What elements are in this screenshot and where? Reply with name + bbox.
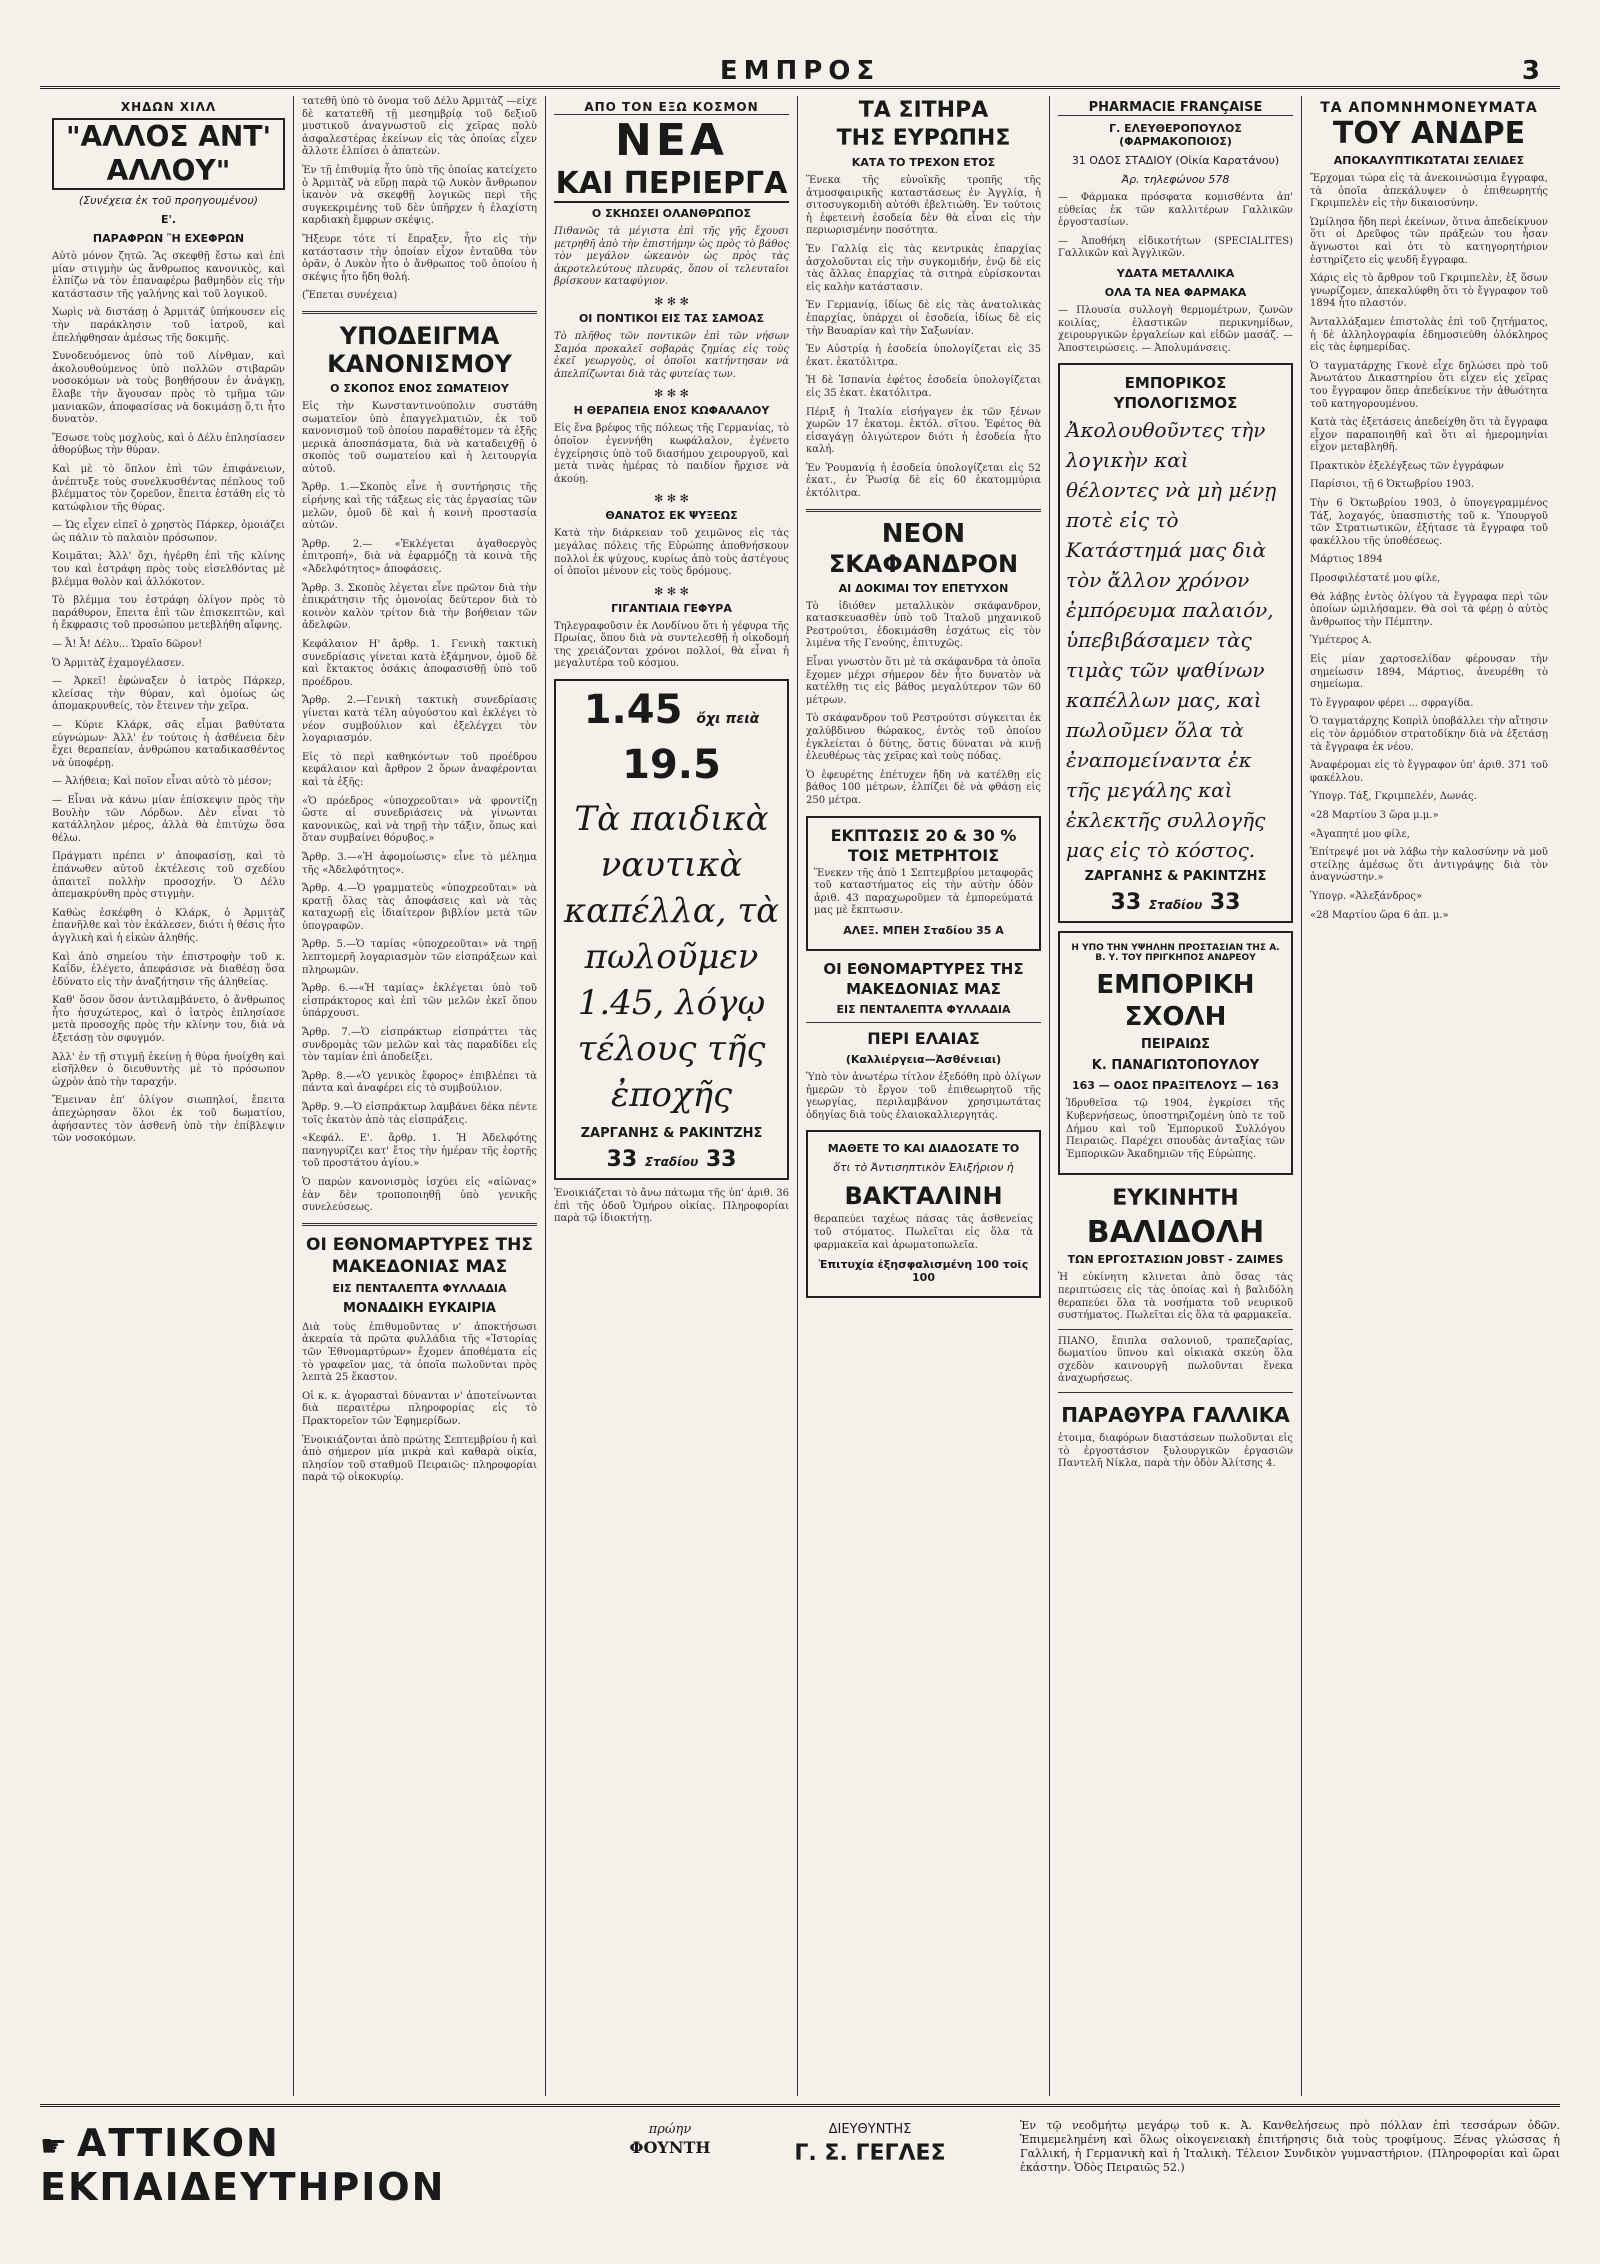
divider (1058, 1392, 1293, 1393)
paragraph: Ἄρθρ. 2.—Γενικὴ τακτικὴ συνεδρίασις γίνεται κατὰ τέλη αὐγούστου καὶ ἐκλέγει τὸ νέον συμβούλιον καὶ ἐξελέγχει τὸν λογαριασμόν. (302, 695, 537, 745)
piano-ad: ΠΙΑΝΟ, ἔπιπλα σαλονιοῦ, τραπεζαρίας, δωματίου ὕπνου καὶ οἰκιακὰ σκεύη ὅλα σχεδὸν καινουργῆ πωλοῦνται ἕνεκα ἀναχωρήσεως. (1058, 1335, 1293, 1385)
pharmacy-phone: Ἀρ. τηλεφώνου 578 (1121, 173, 1230, 186)
paragraph: Εἶναι γνωστὸν ὅτι μὲ τὰ σκάφανδρα τὰ ὁποῖα ἔχομεν μέχρι σήμερον δὲν ἦτο δυνατὸν νὰ κατέλθῃ τις εἰς βάθος μεγαλύτερον τῶν 60 μέτρων. (806, 657, 1041, 706)
school-director: Κ. ΠΑΝΑΓΙΩΤΟΠΟΥΛΟΥ (1091, 1058, 1260, 1074)
columns (44, 96, 1556, 2096)
discount-title: ΕΚΠΤΩΣΙΣ 20 & 30 % ΤΟΙΣ ΜΕΤΡΗΤΟΙΣ (830, 825, 1017, 865)
calc-text: Ἀκολουθοῦντες τὴν λογικὴν καὶ θέλοντες νὰ μὴ μένῃ ποτὲ εἰς τὸ Κατάστημά μας διὰ τὸν ἄλλον χρόνον ἐμπόρευμα παλαιόν, ὑπεβιβάσαμεν τὰς τιμὰς τῶν ψαθίνων καπέλλων μας, καὶ πωλοῦμεν ὅλα τὰ ἐναπομείναντα ἐκ τῆς μεγάλης καὶ ἐκλεκτῆς συλλογῆς μας εἰς τὸ κόστος. (1066, 418, 1277, 863)
paragraph: Ἔμειναν ἐπ' ὀλίγον σιωπηλοί, ἔπειτα ἀπεχώρησαν ὅλοι ἐκ τοῦ δωματίου, ἀφήσαντες τὸν ἀσθενῆ ὑπὸ τὴν ἐπίβλεψιν τῶν νοσοκόμων. (52, 1095, 285, 1145)
paragraph: Ἐν Ῥουμανίᾳ ἡ ἐσοδεία ὑπολογίζεται εἰς 52 ἑκατ., ἐν Ῥωσίᾳ δὲ εἰς 60 ἑκατομμύρια ἑκτόλιτρα. (806, 462, 1041, 500)
discount-text: Ἕνεκεν τῆς ἀπὸ 1 Σεπτεμβρίου μεταφορᾶς τοῦ καταστήματος εἰς τὴν αὐτὴν ὁδὸν ἀριθ. 43 παραχωροῦμεν τὰ ἐμπορεύματά μας μὲ ἔκπτωσιν. (814, 867, 1033, 917)
school-city: ΠΕΙΡΑΙΩΣ (1141, 1037, 1210, 1053)
paragraph: Ἄρθρ. 2.— «Ἐκλέγεται ἀγαθοεργὸς ἐπιτροπή», διὰ νὰ ἐφαρμόζῃ τὰ κοινὰ τῆς «Ἀδελφότητος» ἀποφάσεις. (302, 538, 537, 576)
paragraph: Ἕνεκα τῆς εὐνοϊκῆς τροπῆς τῆς ἀτμοσφαιρικῆς καταστάσεως ἐν Ἀγγλίᾳ, ἡ σιτοσυγκομιδὴ αὐτόθι ἐβελτιώθη. Ἐν τούτοις ἡ ἐφετεινὴ ἐσοδεία δὲν θὰ εἶναι εἰς τὴν περιωρισμένην ποσότητα. (806, 175, 1041, 237)
pharmacy-name: PHARMACIE FRANÇAISE (1058, 100, 1293, 116)
rules-body (302, 401, 537, 1215)
martyrs-ad-title: ΟΙ ΕΘΝΟΜΑΡΤΥΡΕΣ ΤΗΣ ΜΑΚΕΔΟΝΙΑΣ ΜΑΣ (823, 959, 1024, 998)
paragraph: Ἡ δὲ Ἰσπανία ἐφέτος ἐσοδεία ὑπολογίζεται εἰς 35 ἑκατ. ἑκατόλιτρα. (806, 375, 1041, 399)
valydol-name: ΒΑΛΙΔΟΛΗ (1086, 1215, 1265, 1251)
paragraph: Προσφιλέστατέ μου φίλε, (1310, 573, 1441, 585)
paragraph: Ἄρθρ. 3.—«Ἡ ἀφομοίωσις» εἶνε τὸ μέλημα τῆς «Ἀδελφότητος». (302, 851, 537, 876)
valydol-maker: ΤΩΝ ΕΡΓΟΣΤΑΣΙΩΝ JOBST - ZAIMES (1067, 1253, 1284, 1267)
school-patron: Η ΥΠΟ ΤΗΝ ΥΨΗΛΗΝ ΠΡΟΣΤΑΣΙΑΝ ΤΗΣ Α. Β. Υ. ΤΟΥ ΠΡΙΓΚΗΠΟΣ ΑΝΔΡΕΟΥ (1071, 943, 1280, 964)
paragraph: Τὸ σκάφανδρον τοῦ Ρεστρούτσι σύγκειται ἐκ χαλύβδινου θώρακος, ἐντὸς τοῦ ὁποίου ἐγκλείεται ὁ δύτης, ὅστις δύναται νὰ κινῇ ἐλευθέρως τὰς χεῖρας καὶ τοὺς πόδας. (806, 713, 1041, 763)
martyrs-ad-body (302, 1322, 537, 1485)
paragraph: Καὶ μὲ τὸ ὅπλον ἐπὶ τῶν ἐπιφάνειων, ἀνέπτυξε τοὺς συνελκυσθέντας πέπλους τοῦ βλέμματος τὸν ζορεῦον, ἔπειτα ἐστάθη εἰς τὸ κατώφλιον τῆς θύρας. (52, 463, 285, 513)
windows-text: ἑτοιμα, διαφόρων διαστάσεων πωλοῦνται εἰς τὸ ἐργοστάσιον ξυλουργικῶν ἐργασιῶν Παντελῆ Νίκλα, παρὰ τὴν ὁδὸν Ἀλίτσης 4. (1058, 1433, 1293, 1470)
paragraph: Ἀναφέρομαι εἰς τὸ ἔγγραφον ὑπ' ἀριθ. 371 τοῦ φακέλλου. (1310, 760, 1548, 784)
pointing-hand-icon: ☛ (40, 2129, 69, 2164)
paragraph: Εἰς τὸ περὶ καθηκόντων τοῦ προέδρου κεφάλαιον καὶ ἄρθρον 2 ὅρων ἀναφέρονται καὶ τὰ ἑξῆς: (302, 751, 537, 788)
rules-subtitle: Ο ΣΚΟΠΟΣ ΕΝΟΣ ΣΩΜΑΤΕΙΟΥ (330, 381, 509, 395)
serial-chapter-title: ΠΑΡΑΦΡΩΝ Ἢ ΕΧΕΦΡΩΝ (92, 232, 245, 245)
news-section-text: Πιθανῶς τὰ μέγιστα ἐπὶ τῆς γῆς ἔχουσι μετρηθῆ ἀπὸ τὴν ἐπιστήμην ὡς πρὸς τὸ βάθος τὸν μεγάλον ὠκεανὸν ὡς πρὸς τὰς ἀκροτελεύτους πλευράς, ὅπου οἱ τελευταῖοι βρίσκουν καταφύγιον. (554, 226, 789, 288)
ornament: ✻ ✻ ✻ (654, 294, 689, 308)
paragraph: Τὴν 6 Ὀκτωβρίου 1903, ὁ ὑπογεγραμμένος Τάξ, λοχαγός, ὑπασπιστὴς τοῦ κ. Ὑπουργοῦ τῶν Στρατιωτικῶν, ἐξήτασε τὰ ἔγγραφα τοῦ φακέλλου τῆς ὑποθέσεως. (1310, 498, 1548, 547)
pharmacy-owner: Γ. ΕΛΕΥΘΕΡΟΠΟΥΛΟΣ (ΦΑΡΜΑΚΟΠΟΙΟΣ) (1109, 122, 1242, 148)
column-rules (294, 96, 546, 2096)
column-serial (44, 96, 294, 2096)
divider (1058, 1329, 1293, 1330)
paragraph: Κεφάλαιον Η' ἄρθρ. 1. Γενικὴ τακτικὴ συνεδρίασις γίνεται κατὰ ἑξάμηνον, ὁμοῦ δὲ καὶ ἔκτακτος ὁσάκις ἀποφασισθῇ ὑπὸ τοῦ προέδρου. (302, 639, 537, 688)
serial-body (52, 251, 285, 1146)
memoirs-title: ΤΟΥ ΑΝΔΡΕ (1332, 116, 1526, 151)
paragraph: Ὑμέτερος Α. (1310, 635, 1372, 647)
calc-address (1066, 890, 1285, 915)
paragraph: Συνοδευόμενος ὑπὸ τοῦ Λίνθμαν, καὶ ἀκολουθούμενος ὑπὸ πολλῶν στιβαρῶν νοσοκόμων νὰ τοὺς βοηθήσουν ἐν ἀνάγκῃ, ἔλαβε τὴν ἄγουσαν πρὸς τὸ τμῆμα τῶν μανιακῶν, ἀποφασίσας νὰ δοκιμάσῃ ὅ,τι ἦτο δυνατὸν. (52, 351, 285, 426)
news-section-text: Κατὰ τὴν διάρκειαν τοῦ χειμῶνος εἰς τὰς μεγάλας πόλεις τῆς Εὐρώπης ἀποθνήσκουν πολλοὶ ἐκ ψύχους, κυρίως ἀπὸ τοὺς ἀστέγους οἱ ὁποῖοι μένουν εἰς τοὺς δρόμους. (554, 528, 789, 578)
paragraph: Ἔσωσε τοὺς μοχλοὺς, καὶ ὁ Δέλυ ἐπλησίασεν ἀθορύβως τὴν θύραν. (52, 432, 285, 457)
paragraph: τατεθῆ ὑπὸ τὸ ὄνομα τοῦ Δέλυ Ἀρμιτὰζ —εἶχε δὲ κατατεθῆ τῇ μεσημβρίᾳ τοῦ δεξιοῦ μυστικοῦ ἀναγνωστοῦ εἰς χεῖρας πολὺ ἀσφαλεστέρας ἐκείνων εἰς τὰς ὁποίας εἶχεν ἄλλοτε ἐλπίσει ὁ ἀπατεὼν. (302, 96, 537, 158)
paragraph: — Κύριε Κλάρκ, σᾶς εἶμαι βαθύτατα εὐγνώμων· Ἀλλ' ἐν τούτοις ἡ ἀσθένεια δὲν ἔχει θεραπείαν, ἀνθρώπου καταδικασθέντος νὰ ὑποφέρῃ. (52, 720, 285, 769)
pharmacy-text: — Πλουσία συλλογὴ θερμομέτρων, ζωνῶν κοιλίας, ἐλαστικῶν περικνημίδων, χειρουργικῶν ἐργαλείων καὶ εἰδῶν μασάζ. — Ἀποστειρώσεις. — Ἀπολυμάνσεις. (1058, 304, 1293, 354)
paragraph: Ὁ ἐφευρέτης ἐπέτυχεν ἤδη νὰ κατέλθῃ εἰς βάθος 100 μέτρων, ἐλπίζει δὲ νὰ φθάσῃ εἰς 250 μέτρα. (806, 769, 1041, 806)
paragraph: — Ἆ! Ἆ! Δέλυ... Ὡραῖο δῶρον! (52, 639, 203, 651)
paragraph: Χωρὶς νὰ διστάσῃ ὁ Ἀρμιτάζ ὑπήκουσεν εἰς τὴν παράκλησιν τοῦ ἰατροῦ, καὶ ἐπελήφθησαν ἀμέσως τῆς δοκιμῆς. (52, 307, 285, 344)
paragraph: Ἔρχομαι τώρα εἰς τὰ ἀνεκοινώσιμα ἔγγραφα, τὰ ὁποῖα ἀπεκάλυψεν ὁ ἐπιθεωρητής Γκριμπελὲν εἰς τὴν δικαιοσύνην. (1310, 173, 1548, 210)
paragraph: Χάρις εἰς τὸ ἄρθρον τοῦ Γκριμπελὲν, ἐξ ὅσων γνωρίζομεν, ἀπεκαλύφθη ὅτι τὸ ἔγγραφον τοῦ 1894 ἦτο πλαστόν. (1310, 273, 1548, 310)
paragraph: Ἐν Γερμανίᾳ, ἰδίως δὲ εἰς τὰς ἀνατολικὰς ἐπαρχίας, ὑπάρχει οἱ ἐσοδεία, ἰδίως δὲ εἰς τὴν Βαυαρίαν καὶ τὴν Σαξωνίαν. (806, 300, 1041, 337)
hats-ad (554, 679, 789, 1180)
prior-name (615, 2121, 725, 2157)
serial-continuation: (Συνέχεια ἐκ τοῦ προηγουμένου) (78, 194, 259, 207)
divider (806, 509, 1041, 512)
news-title-1: ΝΕΑ (615, 115, 728, 166)
bactaline-kicker-2: ὅτι τὸ Ἀντισηπτικὸν Ἐλιξήριον ἡ (833, 1161, 1014, 1175)
grain-title-1: ΤΑ ΣΙΤΗΡΑ (858, 98, 989, 123)
director-label: ΔΙΕΥΘΥΝΤΗΣ (828, 2122, 912, 2137)
paragraph: — Ἀρκεῖ! ἐφώναξεν ὁ ἰατρὸς Πάρκερ, κλείσας τὴν θύραν, καὶ ὁμοίως ὡς ἀπομακρυνθείς, τὸν ἔτεινεν τὴν χεῖρα. (52, 676, 285, 713)
paragraph: «28 Μαρτίου 3 ὥρα μ.μ.» (1310, 809, 1439, 821)
divider (302, 311, 537, 314)
paragraph: Καθὼς ἐσκέφθη ὁ Κλάρκ, ὁ Ἀρμιτὰζ ἐπανῆλθε καὶ τὸν ἐκάλεσεν, διότι ἡ θέσις ἦτο ἀγγλικὴ καὶ ἡ εἰκὼν ἀληθής. (52, 907, 285, 944)
serial-author: ΧΗΔΩΝ ΧΙΛΛ (120, 100, 217, 114)
news-section-title: ΓΙΓΑΝΤΙΑΙΑ ΓΕΦΥΡΑ (611, 601, 732, 615)
diving-subtitle: ΑΙ ΔΟΚΙΜΑΙ ΤΟΥ ΕΠΕΤΥΧΟΝ (838, 581, 1009, 595)
paragraph: «28 Μαρτίου ὥρα 6 ἀπ. μ.» (1310, 909, 1449, 921)
paragraph: Κοιμᾶται; Ἀλλ' ὄχι, ἠγέρθη ἐπὶ τῆς κλίνης του καὶ ἐστράφη πρὸς τοὺς εἰσελθόντας μὲ βλέμμα θολὸν καὶ ἀλλόκοτον. (52, 551, 285, 588)
paragraph: Κατὰ τὰς ἐξετάσεις ἀπεδείχθη ὅτι τὰ ἔγγραφα εἶχον παραποιηθῆ καὶ ὅτι αἱ ἡμερομηνίαι εἶχον μεταβληθῆ. (1310, 417, 1548, 454)
paragraph: Ἄρθρ. 9.—Ὁ εἰσπράκτωρ λαμβάνει δέκα πέντε τοῖς ἑκατὸν ἀπὸ τὰς εἰσπράξεις. (302, 1102, 537, 1126)
address-street: Σταδίου (1148, 898, 1203, 913)
paragraph: Πράγματι πρέπει ν' ἀποφασίσῃ, καὶ τὸ ἐπάνωθεν αὐτοῦ ἐκτέλεσις τοῦ σχεδίου ἀπαιτεῖ πολλὴν προσοχήν. Ὁ Δέλυ ἀπεμακρύνθη πρὸς στιγμὴν. (52, 851, 285, 901)
paragraph: Ὁ ταγματάρχης Κοπρὶλ ὑποβάλλει τὴν αἴτησιν εἰς τὸν ἀρμόδιον στρατοδίκην διὰ νὰ ἐξετάσῃ τὰ ἔγγραφα ἐκ νέου. (1310, 716, 1548, 753)
address-number: 33 (606, 1147, 638, 1173)
calc-ad (1058, 363, 1293, 923)
discount-ad (806, 816, 1041, 951)
memoirs-kicker: ΤΑ ΑΠΟΜΝΗΜΟΝΕΥΜΑΤΑ (1320, 100, 1538, 116)
news-kicker: ΑΠΟ ΤΟΝ ΕΞΩ ΚΟΣΜΟΝ (554, 100, 789, 115)
paragraph: «Ὁ πρόεδρος «ὑποχρεοῦται» νὰ φροντίζῃ ὥστε αἱ συνεδριάσεις νὰ γίνωνται κανονικῶς, καὶ νὰ τηρῇ τὴν τάξιν, ὅπως καὶ ὅταν συμβαίνει θόρυβος.» (302, 795, 537, 845)
ornament: ✻ ✻ ✻ (654, 387, 689, 401)
bactaline-ad (806, 1130, 1041, 1298)
paragraph: — Εἶναι νὰ κάνω μίαν ἐπίσκεψιν πρὸς τὴν Βουλὴν τῶν Λόρδων. Δὲν εἶναι τὸ κατάλληλον μέρος, ἀλλὰ θὰ ἐπιτύχω ὅσα θέλω. (52, 794, 285, 844)
paragraph: Ὡμίλησα ἤδη περὶ ἐκείνων, ὅτινα ἀπεδείκνυον ὅτι οἱ Δρεῦφος τῶν πράξεών του ἦσαν ἄγνωστοι καὶ ὁτι τὸ κατηγορητήριον ἐστηρίζετο εἰς ψευδῆ ἔγγραφα. (1310, 216, 1548, 266)
paragraph: Ὁ Ἀρμιτὰζ ἐχαμογέλασεν. (52, 657, 185, 669)
address-number: 33 (1110, 890, 1142, 916)
olive-text: Ὑπὸ τὸν ἀνωτέρω τίτλον ἐξεδόθη πρὸ ὀλίγων ἡμερῶν τὸ ἔργον τοῦ ἐπιθεωρητοῦ τῆς γεωργίας, περιλαμβάνον χρησιμωτάτας ὁδηγίας διὰ τοὺς ἐλαιοκαλλιεργητάς. (806, 1071, 1041, 1121)
paragraph: Καθ' ὅσον ὅσον ἀντιλαμβάνετο, ὁ ἄνθρωπος ἦτο ἡσυχώτερος, καὶ ὁ ἰατρὸς ἐπλησίασε μετὰ προσοχῆς πρὸς τὴν κλίνην του, διὰ νὰ ἐξετάσῃ τὸν σφυγμόν. (52, 995, 285, 1045)
news-section-text: Τηλεγραφοῦσιν ἐκ Λονδίνου ὅτι ἡ γέφυρα τῆς Πρωίας, ὅπου διὰ νὰ συντελεσθῇ ἡ οἰκοδομή της χρειάζονται χρόνοι πολλοί, θὰ εἶναι ἡ μεγαλυτέρα τοῦ κόσμου. (554, 620, 789, 670)
prior-value: ΦΟΥΝΤΗ (629, 2138, 711, 2157)
paragraph: «Ἀγαπητέ μου φίλε, (1310, 828, 1410, 840)
masthead: ΕΜΠΡΟΣ (719, 56, 881, 86)
olive-subtitle: (Καλλιέργεια—Ἀσθένειαι) (845, 1052, 1002, 1066)
paragraph: «Κεφάλ. Ε'. ἄρθρ. 1. Ἡ Ἀδελφότης πανηγυρίζει κατ' ἔτος τὴν ἡμέραν τῆς ἑορτῆς τοῦ προστάτου ἁγίου.» (302, 1133, 537, 1170)
olive-title: ΠΕΡΙ ΕΛΑΙΑΣ (867, 1028, 980, 1048)
rent-notice: Ἐνοικιάζεται τὸ ἄνω πάτωμα τῆς ὑπ' ἀριθ. 36 ἐπὶ τῆς ὁδοῦ Ὁμήρου οἰκίας. Πληροφορίαι παρὰ τῷ ἰδιοκτήτῃ. (554, 1188, 789, 1225)
pharmacy-new: ΟΛΑ ΤΑ ΝΕΑ ΦΑΡΜΑΚΑ (1104, 285, 1247, 299)
paragraph: Ἐν Γαλλίᾳ εἰς τὰς κεντρικὰς ἐπαρχίας ἀσχολοῦνται εἰς τὴν συγκομιδήν, ἐνῷ δὲ εἰς τὰς ἄλλας ἐπαρχίας τὰ σιτηρὰ εὑρίσκονται εἰς καλὴν κατάστασιν. (806, 243, 1041, 293)
paragraph: Ἄρθρ. 1.—Σκοπὸς εἶνε ἡ συντήρησις τῆς εἰρήνης καὶ τῆς τάξεως εἰς τὰς ἐργασίας τῶν μελῶν, ὁμοῦ δὲ καὶ ἡ κοινὴ προστασία αὐτῶν. (302, 482, 537, 532)
paragraph: Ἄρθρ. 5.—Ὁ ταμίας «ὑποχρεοῦται» νὰ τηρῇ λεπτομερῆ λογαριασμὸν τῶν εἰσπράξεων καὶ πληρωμῶν. (302, 939, 537, 976)
paragraph: — Ἀλήθεια; Καὶ ποῖον εἶναι αὐτὸ τὸ μέσον; (52, 776, 272, 788)
prior-label: πρώην (648, 2122, 692, 2137)
pharmacy-waters: ΥΔΑΤΑ ΜΕΤΑΛΛΙΚΑ (1116, 266, 1235, 280)
director-name: Γ. Σ. ΓΕΓΛΕΣ (794, 2141, 946, 2166)
serial-body-continued (302, 96, 537, 303)
ornament: ✻ ✻ ✻ (654, 584, 689, 598)
paragraph: Ἐνοικιάζονται ἀπὸ πρώτης Σεπτεμβρίου ἡ καὶ ἀπὸ σήμερον μία μικρὰ καὶ καθαρὰ οἰκία, πλησίον τοῦ σταθμοῦ Πειραιῶς· πληροφορίαι παρὰ τῷ οἰκοκυρίῳ. (302, 1434, 537, 1484)
paragraph: Τὸ βλέμμα του ἐστράφη ὀλίγον πρὸς τὸ παράθυρον, ἔπειτα ἐπὶ τῶν ἐπισκεπτῶν, καὶ ἡ ἔκφρασις τοῦ προσώπου μετεβλήθη αἴφνης. (52, 595, 285, 632)
paragraph: Πρακτικὸν ἐξελέγξεως τῶν ἐγγράφων (1310, 460, 1504, 472)
hats-ad-address (562, 1147, 781, 1172)
column-news (546, 96, 798, 2096)
discount-firm: ΑΛΕΞ. ΜΠΕΗ Σταδίου 35 Α (843, 923, 1004, 937)
paragraph: Αὐτὸ μόνον ζητῶ. Ἂς σκεφθῇ ἔστω καὶ ἐπὶ μίαν στιγμὴν ὡς ἄνθρωπος κανονικὸς, καὶ ἐλπίζω νὰ τὸν ἐπαναφέρω βαθμηδὸν εἰς τὴν κατάστασιν τῆς γαλήνης καὶ τοῦ λογικοῦ. (52, 251, 285, 300)
grain-subtitle: ΚΑΤΑ ΤΟ ΤΡΕΧΟΝ ΕΤΟΣ (851, 156, 996, 169)
martyrs-ad-subtitle: ΕΙΣ ΠΕΝΤΑΛΕΠΤΑ ΦΥΛΛΑΔΙΑ (836, 1002, 1011, 1016)
paragraph: Τὸ ἰδιόθεν μεταλλικὸν σκάφανδρον, κατασκευασθὲν ὑπὸ τοῦ Ἰταλοῦ μηχανικοῦ Ρεστρούτσι, ἐδοκιμάσθη ἐσχάτως εἰς τὸν λιμένα τῆς Γενούης, ἐπιτυχῶς. (806, 600, 1041, 650)
diving-title-1: ΝΕΟΝ (881, 518, 966, 549)
hats-ad-slogan: Τὰ παιδικὰ ναυτικὰ καπέλλα, τὰ πωλοῦμεν 1.45, λόγῳ τέλους τῆς ἐποχῆς (563, 799, 780, 1116)
bactaline-name: ΒΑΚΤΑΛΙΝΗ (844, 1182, 1003, 1211)
paragraph: Ὁ ταγματάρχης Γκονὲ εἶχε δηλώσει πρὸ τοῦ Ἀνωτάτου Δικαστηρίου ὅτι εἶχεν εἰς χεῖρας του ἔγγραφον ὅπερ ἀπεδείκνυε τὴν ἀθωότητα τοῦ κατηγορουμένου. (1310, 360, 1548, 410)
ornament: ✻ ✻ ✻ (654, 492, 689, 506)
page-number: 3 (1521, 56, 1540, 86)
address-number: 33 (1209, 890, 1241, 916)
rules-title: ΥΠΟΔΕΙΓΜΑ ΚΑΝΟΝΙΣΜΟΥ (327, 321, 512, 378)
paragraph: — Ἀποθήκη εἰδικοτήτων (SPECIALITES) Γαλλικῶν καὶ Ἀγγλικῶν. (1058, 235, 1293, 260)
valydol-kicker: ΕΥΚΙΝΗΤΗ (1112, 1186, 1239, 1212)
news-section-title: Ο ΣΚΗΩΣΕΙ ΟΛΑΝΘΡΩΠΟΣ (591, 207, 752, 220)
paragraph: Ὁ παρὼν κανονισμὸς ἰσχύει εἰς «αἰῶνας» ἐὰν δὲν τροποποιηθῇ ὑπὸ γενικῆς συνελεύσεως. (302, 1176, 537, 1214)
school-description: Ἐν τῷ νεοδμήτῳ μεγάρῳ τοῦ κ. Ἀ. Κανθελήσεως πρὸ πόλλαν ἐπὶ τεσσάρων ὁδῶν. Ἐπιμεμελημένη καὶ ὅλως οἰκογενειακὴ ἐπιτήρησις διὰ τοὺς τροφίμους. Ξένας γλώσσας ἡ Γαλλική, ἡ Γερμανικὴ καὶ ἡ Ἰταλικὴ. Τέλειον Συνδικὸν γυμναστήριον. (Πληροφορίαι καὶ ὥραι ἑκάστην. Ὁδὸς Πειραιῶς 52.) (1020, 2119, 1560, 2174)
grain-title-2: ΤΗΣ ΕΥΡΩΠΗΣ (836, 126, 1011, 151)
paragraph: Οἱ κ. κ. ἀγορασταὶ δύνανται ν' ἀποτείνωνται διὰ περαιτέρω πληροφορίας εἰς τὸ Πρακτορεῖον τῶν Ἐφημερίδων. (302, 1390, 537, 1427)
paragraph: Ἤξευρε τότε τί ἔπραξεν, ἦτο εἰς τὴν κατάστασιν τὴν ὁποίαν εἶχον ἐνταῦθα τὸν ὁρᾶν, ὁ Λυκὸν ἦτο ὁ ἄνθρωπος τοῦ ὁποίου ἡ σκέψις ἦτο ἤδη θολή. (302, 233, 537, 283)
bactaline-text: θεραπεύει ταχέως πάσας τὰς ἀσθενείας τοῦ στόματος. Πωλεῖται εἰς ὅλα τὰ φαρμακεῖα καὶ ἀρωματοπωλεῖα. (814, 1214, 1033, 1251)
news-section-text: Τὸ πλῆθος τῶν ποντικῶν ἐπὶ τῶν νήσων Σαμόα προκαλεῖ σοβαρὰς ζημίας εἰς τοὺς ἐκεῖ γεωργοὺς, οἱ ὁποῖοι κατήντησαν νὰ ἀπελπίζωνται διὰ τὰς φυτείας των. (554, 330, 789, 380)
paragraph: Ἄρθρ. 8.—«Ὁ γενικὸς ἔφορος» ἐπιβλέπει τὰ πάντα καὶ ἀναφέρει εἰς τὸ συμβούλιον. (302, 1070, 537, 1095)
paragraph: Θὰ λάβῃς ἐντὸς ὀλίγου τὰ ἔγγραφα περὶ τῶν ὁποίων ὡμιλήσαμεν. Θὰ σοὶ τὰ φέρῃ ὁ αὐτὸς ἄνθρωπος τὴν Πέμπτην. (1310, 591, 1548, 628)
paragraph: Ἀλλ' ἐν τῇ στιγμῇ ἐκείνῃ ἡ θύρα ἠνοίχθη καὶ εἰσῆλθεν ὁ διευθυντὴς μὲ τὸ πρόσωπον ὠχρὸν ἀπὸ τὴν ταραχήν. (52, 1051, 285, 1088)
paragraph: Ἄρθρ. 6.—«Ἡ ταμίας» ἐκλέγεται ὑπὸ τοῦ εἰσπράκτορος καὶ ἐπὶ τῶν μελῶν ἐκεῖ ὅπου ὑπάρχουσι. (302, 983, 537, 1020)
diving-title-2: ΣΚΑΦΑΝΔΡΟΝ (828, 549, 1019, 578)
new-price: 1.45 (583, 687, 683, 734)
school-banner (40, 2121, 600, 2209)
pharmacy-body (1058, 192, 1293, 261)
paragraph: Μάρτιος 1894 (1310, 554, 1383, 566)
hats-ad-prices (562, 687, 781, 788)
windows-title: ΠΑΡΑΘΥΡΑ ΓΑΛΛΙΚΑ (1061, 1403, 1290, 1428)
director-block (740, 2121, 1000, 2169)
news-section-title: ΟΙ ΠΟΝΤΙΚΟΙ ΕΙΣ ΤΑΣ ΣΑΜΟΑΣ (578, 311, 765, 325)
diving-body (806, 601, 1041, 808)
memoirs-body (1310, 173, 1548, 922)
address-number: 33 (705, 1147, 737, 1173)
paragraph: Ἐπίτρεψέ μοι νὰ λάβω τὴν καλοσύνην νὰ μοῦ στείλῃς ἀμέσως ὅτι ἀντιγράψῃς διὰ τὸν ἀναγνώστην.» (1310, 847, 1548, 884)
paragraph: Ἄρθρ. 4.—Ὁ γραμματεὺς «ὑποχρεοῦται» νὰ κρατῇ ὅλας τὰς ἀποφάσεις καὶ νὰ τὰς καταχωρῇ εἰς ἰδιαίτερον βιβλίον μετὰ τῶν ὑπογραφῶν. (302, 883, 537, 932)
bactaline-kicker: ΜΑΘΕΤΕ ΤΟ ΚΑΙ ΔΙΑΔΟΣΑΤΕ ΤΟ (827, 1142, 1020, 1156)
school-address: 163 — ΟΔΟΣ ΠΡΑΞΙΤΕΛΟΥΣ — 163 (1072, 1079, 1279, 1093)
paragraph: Διὰ τοὺς ἐπιθυμοῦντας ν' ἀποκτήσωσι ἀκεραία τὰ πρῶτα φυλλάδια τῆς «Ἱστορίας τῶν Ἐθνομαρτύρων» ἔχομεν ἀποθέματα εἰς τὸ γραφεῖον μας, τὰ ὁποῖα πωλοῦνται πρὸς λεπτὰ 25 ἕκαστον. (302, 1321, 537, 1384)
martyrs-ad-title: ΟΙ ΕΘΝΟΜΑΡΤΥΡΕΣ ΤΗΣ ΜΑΚΕΔΟΝΙΑΣ ΜΑΣ (306, 1234, 533, 1277)
paragraph: Ἐν τῇ ἐπιθυμίᾳ ἦτο ὑπὸ τῆς ὁποίας κατείχετο ὁ Ἀρμιτὰζ νὰ εὕρῃ παρὰ τῷ Λυκὸν ἄνθρωπον ἱκανὸν νὰ σκεφθῇ λογικῶς περὶ τῆς συγκεκριμένης τοῦ δὲν ὑπῆρχεν ἡ ἐλαχίστη καρδιακὴ ἔμφρων σκέψις. (302, 164, 537, 227)
hats-ad-firm: ΖΑΡΓΑΝΗΣ & ΡΑΚΙΝΤΖΗΣ (580, 1126, 763, 1142)
column-grain (798, 96, 1050, 2096)
martyrs-ad-subtitle: ΕΙΣ ΠΕΝΤΑΛΕΠΤΑ ΦΥΛΛΑΔΙΑ (332, 1281, 507, 1295)
paragraph: Εἰς τὴν Κωνσταντινούπολιν συστάθη σωματεῖον ὑπὸ ἐπαγγελματιῶν, ἐκ τοῦ κανονισμοῦ τοῦ ὁποίου παραθέτομεν τὰ ἑξῆς μερικὰ ἀποσπάσματα, διὰ νὰ καταδειχθῇ ὁ σκοπὸς τοῦ σωματείου καὶ ἡ λειτουργία αὐτοῦ. (302, 400, 537, 475)
column-memoirs (1302, 96, 1556, 2096)
paragraph: Εἰς μίαν χαρτοσελίδαν φέρουσαν τὴν σημείωσιν 1894, Μάρτιος, ἀνευρέθη τὸ σημείωμα. (1310, 654, 1548, 691)
paragraph: Ἄρθρ. 3. Σκοπὸς λέγεται εἶνε πρῶτον διὰ τὴν ἐπικράτησιν τῆς ὁμονοίας δεύτερον διὰ τὸ κοινὸν καλὸν τρίτον διὰ τὴν βοήθειαν τῶν ἀδελφῶν. (302, 582, 537, 632)
paragraph: Ἄρθρ. 7.—Ὁ εἰσπράκτωρ εἰσπράττει τὰς συνδρομὰς τῶν μελῶν καὶ τὰς παραδίδει εἰς τὸν ταμίαν ἐπὶ ἀποδείξει. (302, 1027, 537, 1064)
paragraph: Ὑπογρ. Τάξ, Γκριμπελέν, Δωνάς. (1310, 791, 1477, 803)
paragraph: Πέριξ ἡ Ἰταλία εἰσήγαγεν ἐκ τῶν ξένων χωρῶν 17 ἑκατομ. ἑκτόλ. σῖτου. Ἐφέτος θὰ εἰσαγάγῃ ὀλιγώτερον διότι ἡ ἐσοδεία ἦτο καλή. (806, 406, 1041, 456)
bactaline-note: Ἐπιτυχία ἐξησφαλισμένη 100 τοῖς 100 (818, 1258, 1029, 1285)
martyrs-ad-offer: ΜΟΝΑΔΙΚΗ ΕΥΚΑΙΡΙΑ (343, 1300, 496, 1316)
paragraph: — Φάρμακα πρόσφατα κομισθέντα ἀπ' εὐθείας ἐκ τῶν καλλιτέρων Γαλλικῶν ἐργοστασίων. (1058, 192, 1293, 229)
paragraph: Ἀνταλλάξαμεν ἐπιστολὰς ἐπὶ τοῦ ζητήματος, ἡ δὲ ἀλληλογραφία ἐδημοσιεύθη ὁλόκληρος εἰς τὰς ἐφημερίδας. (1310, 316, 1548, 354)
price-note: ὄχι πειὰ (696, 711, 760, 728)
page-header (40, 56, 1560, 89)
divider (806, 1022, 1041, 1023)
news-section-title: Η ΘΕΡΑΠΕΙΑ ΕΝΟΣ ΚΩΦΑΛΑΛΟΥ (573, 404, 770, 418)
news-section-title: ΘΑΝΑΤΟΣ ΕΚ ΨΥΞΕΩΣ (605, 509, 738, 523)
paragraph: Παρίσιοι, τῇ 6 Ὀκτωβρίου 1903. (1310, 479, 1475, 491)
paragraph: Καὶ ἀπὸ σημείου τὴν ἐπιστροφὴν τοῦ κ. Καΐδν, ἐλέγετο, ἀπεφάσισε νὰ διαθέσῃ ὅσα ἐδύνατο εἰς τὴν ἀναζήτησιν τῆς ἀληθείας. (52, 951, 285, 988)
paragraph: Ἐν Αὐστρίᾳ ἡ ἐσοδεία ὑπολογίζεται εἰς 35 ἑκατ. ἑκατόλιτρα. (806, 344, 1041, 368)
footer (40, 2104, 1560, 2217)
news-title-2: ΚΑΙ ΠΕΡΙΕΡΓΑ (555, 166, 788, 201)
school-name: ΕΜΠΟΡΙΚΗ ΣΧΟΛΗ (1096, 970, 1255, 1033)
news-section-text: Εἰς ἕνα βρέφος τῆς πόλεως τῆς Γερμανίας, τὸ ὁποῖον ἐγεννήθη κωφάλαλον, ἐγένετο ἐγχείρησις ὑπὸ τοῦ διασήμου χειρουργοῦ, καὶ μετὰ τινὰς ἡμέρας τὸ παιδίον ἤρχισε νὰ ἀκούῃ. (554, 423, 789, 485)
paragraph: Ὑπογρ. «Ἀλεξάνδρος» (1310, 890, 1423, 902)
grain-body (806, 175, 1041, 501)
column-ads (1050, 96, 1302, 2096)
school-text: Ἱδρυθεῖσα τῷ 1904, ἐγκρίσει τῆς Κυβερνήσεως, ὑποστηριζομένη ὑπὸ τε τοῦ Δήμου καὶ τοῦ Ἐμπορικοῦ Συλλόγου Πειραιῶς. Παρέχει σπουδὰς ἀνταξίας τῶν Ἐμπορικῶν Ἀκαδημιῶν τῆς Εὐρώπης. (1066, 1098, 1285, 1160)
memoirs-subtitle: ΑΠΟΚΑΛΥΠΤΙΚΩΤΑΤΑΙ ΣΕΛΙΔΕΣ (1333, 154, 1525, 167)
paragraph: Τὸ ἔγγραφον φέρει ... σφραγίδα. (1310, 697, 1474, 709)
address-street: Σταδίου (644, 1155, 699, 1170)
valydol-text: Ἡ εὐκίνητη κλινεται ἀπὸ ὅσας τὰς περιπτώσεις εἰς τὰς ὁποίας καὶ ἡ βαλιδόλη θεραπεύει ὅλα τὰ νοσήματα τοῦ νευρικοῦ συστήματος. Πωλεῖται εἰς ὅλα τὰ φαρμακεῖα. (1058, 1272, 1293, 1322)
serial-chapter: Ε'. (160, 213, 177, 226)
calc-title: ΕΜΠΟΡΙΚΟΣ ΥΠΟΛΟΓΙΣΜΟΣ (1113, 374, 1238, 413)
paragraph: (Ἔπεται συνέχεια) (302, 290, 398, 302)
calc-firm: ΖΑΡΓΑΝΗΣ & ΡΑΚΙΝΤΖΗΣ (1084, 869, 1267, 885)
paragraph: — Ὡς εἶχεν εἰπεῖ ὁ χρηστὸς Πάρκερ, ὁμοιάζει ὡς πάλιν τὸ παλαιὸν πρόσωπον. (52, 520, 285, 544)
divider (302, 1223, 537, 1226)
school-ad (1058, 931, 1293, 1175)
serial-title: "ΑΛΛΟΣ ΑΝΤ' ΑΛΛΟΥ" (52, 118, 285, 190)
pharmacy-address: 31 ΟΔΟΣ ΣΤΑΔΙΟΥ (Οἰκία Καρατάνου) (1071, 154, 1280, 167)
school-banner-name: ΑΤΤΙΚΟΝ ΕΚΠΑΙΔΕΥΤΗΡΙΟΝ (40, 2121, 446, 2209)
old-price: 19.5 (622, 742, 721, 789)
